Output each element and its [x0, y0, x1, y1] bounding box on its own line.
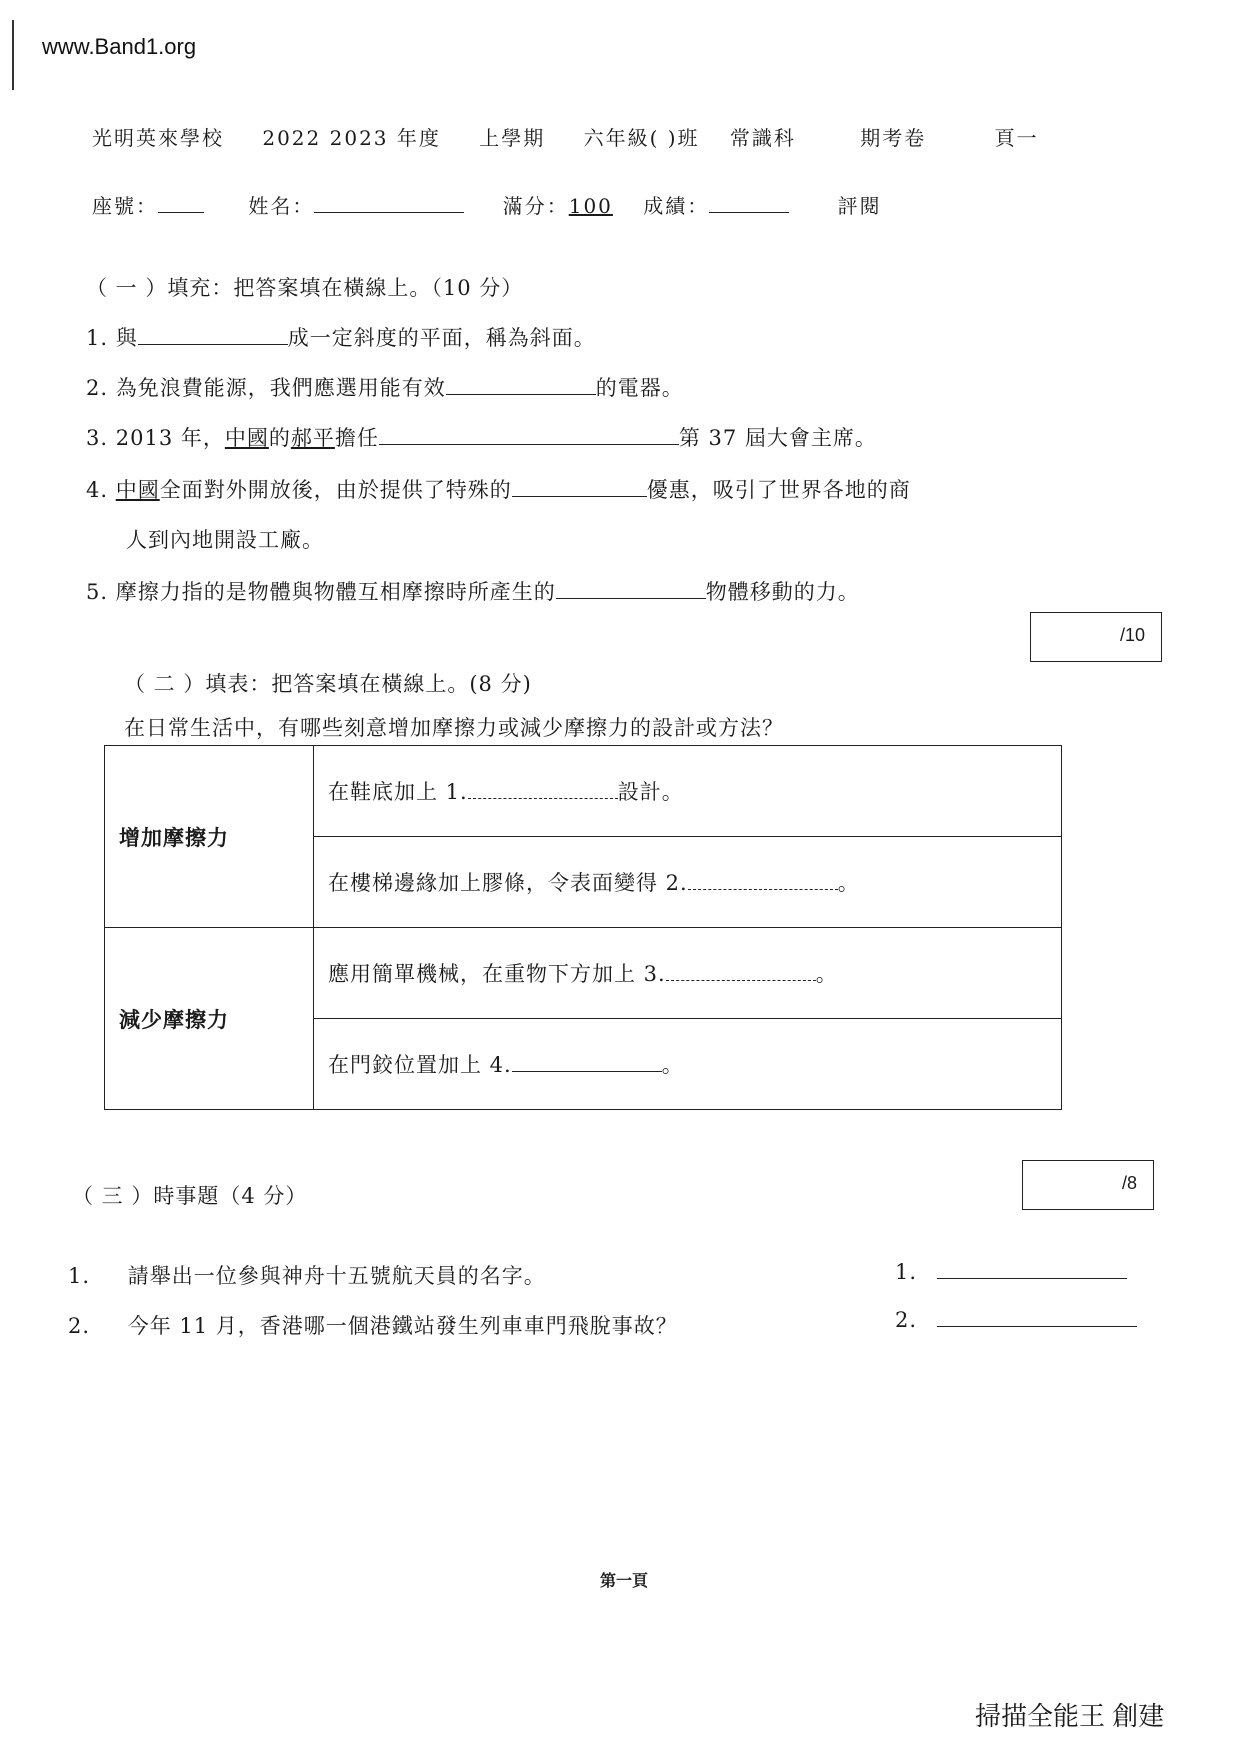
s1-question-5 [86, 576, 860, 606]
score-label: 成績： [643, 194, 710, 218]
watermark-site: www.Band1.org [42, 34, 197, 59]
score-blank[interactable] [709, 190, 789, 213]
s3-answer-1 [895, 1256, 1127, 1284]
answer-number: 2. [895, 1308, 918, 1332]
q-number: 2. [68, 1314, 91, 1338]
q-text: 優惠，吸引了世界各地的商 [646, 478, 911, 502]
q-text: 2013 年， [115, 426, 225, 450]
friction-table [104, 745, 1062, 1110]
q-text: 的電器。 [595, 376, 684, 400]
section1-score: /10 [1119, 625, 1145, 645]
table-row [314, 1019, 1062, 1110]
answer-blank[interactable] [937, 1256, 1127, 1279]
q-number: 2. [86, 376, 109, 400]
school-year: 2022 2023 年度 [262, 126, 441, 150]
section2-score-box[interactable] [1022, 1160, 1154, 1210]
s1-question-2 [86, 372, 684, 402]
answer-blank[interactable] [512, 474, 647, 497]
q-text: 中國 [115, 478, 160, 502]
section1-title: （ 一 ）填充：把答案填在橫線上。（10 分） [86, 276, 524, 300]
answer-blank[interactable] [512, 1049, 662, 1072]
row-text: 應用簡單機械，在重物下方加上 3. [328, 962, 666, 986]
row-text: 。 [815, 962, 838, 986]
q-number: 5. [86, 580, 109, 604]
section2-score: /8 [1121, 1173, 1137, 1193]
marker-label: 評閱 [837, 194, 882, 218]
q-text: 與 [115, 326, 138, 350]
exam-type: 期考卷 [860, 126, 927, 150]
student-info-line [92, 190, 882, 219]
answer-blank[interactable] [937, 1304, 1137, 1327]
section3-title: （ 三 ）時事題（4 分） [72, 1184, 308, 1208]
row-text: 在樓梯邊緣加上膠條，令表面變得 2. [328, 871, 688, 895]
q-number: 4. [86, 478, 109, 502]
grade-class: 六年級( )班 [583, 126, 700, 150]
q-text: 今年 11 月，香港哪一個港鐵站發生列車車門飛脫事故？ [127, 1314, 678, 1338]
row-text: 設計。 [617, 780, 684, 804]
term: 上學期 [479, 126, 546, 150]
s1-question-4-line2: 人到內地開設工廠。 [126, 528, 324, 552]
answer-blank[interactable] [379, 422, 679, 445]
q-text: 物體移動的力。 [705, 580, 860, 604]
fullmark-label: 滿分： [502, 194, 569, 218]
q-text: 全面對外開放後，由於提供了特殊的 [159, 478, 512, 502]
q-number: 1. [86, 326, 109, 350]
page-number: 第一頁 [600, 1571, 649, 1590]
fullmark-value: 100 [568, 194, 613, 218]
scan-edge-mark [12, 20, 14, 90]
table-row [314, 837, 1062, 928]
seat-label: 座號： [92, 194, 158, 218]
s1-question-3 [86, 422, 877, 452]
q-text: 中國 [224, 426, 269, 450]
row-text: 在鞋底加上 1. [328, 780, 468, 804]
seat-blank[interactable] [158, 190, 204, 213]
answer-blank[interactable] [446, 372, 596, 395]
section2-question: 在日常生活中，有哪些刻意增加摩擦力或減少摩擦力的設計或方法？ [124, 716, 784, 740]
s3-question-2 [68, 1310, 678, 1340]
q-text: 第 37 屆大會主席。 [678, 426, 877, 450]
q-text: 摩擦力指的是物體與物體互相摩擦時所產生的 [115, 580, 556, 604]
answer-blank[interactable] [138, 322, 288, 345]
table-row [314, 928, 1062, 1019]
subject: 常識科 [729, 126, 796, 150]
s3-question-1 [68, 1260, 546, 1290]
q-text: 請舉出一位參與神舟十五號航天員的名字。 [127, 1264, 546, 1288]
answer-blank[interactable] [688, 867, 838, 890]
answer-blank[interactable] [556, 576, 706, 599]
name-label: 姓名： [248, 194, 315, 218]
q-text: 擔任 [334, 426, 379, 450]
row-text: 。 [837, 871, 860, 895]
page-label: 頁一 [994, 126, 1039, 150]
section2-title: （ 二 ）填表：把答案填在橫線上。(8 分) [124, 672, 532, 696]
row-text: 。 [661, 1053, 684, 1077]
q-text: 成一定斜度的平面，稱為斜面。 [287, 326, 596, 350]
s1-question-4 [86, 474, 911, 504]
q-text: 的 [268, 426, 291, 450]
answer-number: 1. [895, 1260, 918, 1284]
increase-friction-label: 增加摩擦力 [105, 746, 314, 928]
row-text: 在門鉸位置加上 4. [328, 1053, 512, 1077]
school-name: 光明英來學校 [92, 126, 224, 150]
q-number: 3. [86, 426, 109, 450]
q-text: 郝平 [290, 426, 335, 450]
section1-score-box[interactable] [1030, 612, 1162, 662]
s1-question-1 [86, 322, 596, 352]
scanner-watermark: 掃描全能王 創建 [975, 1701, 1165, 1731]
table-row [314, 746, 1062, 837]
q-number: 1. [68, 1264, 91, 1288]
q-text: 為免浪費能源，我們應選用能有效 [115, 376, 446, 400]
answer-blank[interactable] [468, 776, 618, 799]
decrease-friction-label: 減少摩擦力 [105, 928, 314, 1110]
s3-answer-2 [895, 1304, 1137, 1332]
name-blank[interactable] [314, 190, 464, 213]
header-line [92, 122, 1039, 151]
answer-blank[interactable] [666, 958, 816, 981]
